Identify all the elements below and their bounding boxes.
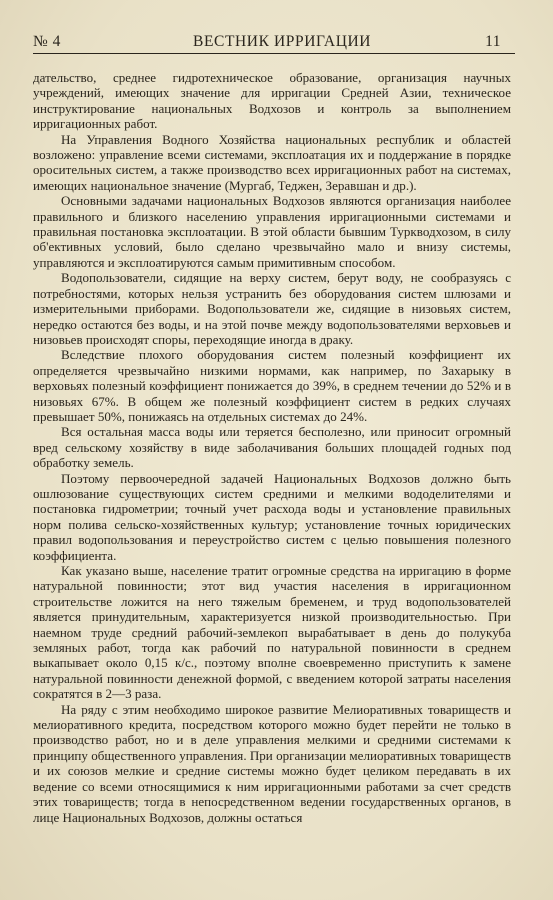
page-number: 11 [485,33,501,50]
article-body [33,70,511,825]
paragraph: Поэтому первоочередной задачей Национальных Водхозов должно быть ошлюзование существующих систем средними и мелкими вододелителями и постановка гидрометрии; точный учет расхода воды и установление правильных норм полива сельско-хозяйственных культур; установление точных юридических правил водопользования и переустройство систем с целью повышения полезного коэффициента. [33,470,511,563]
running-header [33,31,515,54]
paragraph: Как указано выше, население тратит огромные средства на ирригацию в форме натуральной повинности; этот вид участия населения в ирригационном строительстве ложится на него тяжелым бременем, и труд водопользователей является принудительным, характеризуется низкой производительностью. При наемном труде средний рабочий-землекоп вырабатывает в день до полукуба земляных работ, тогда как рабочий по натуральной повинности в среднем выкапывает около 0,15 к/с., поэтому вполне своевременно приступить к замене натуральной повинности денежной формой, с введением которой затраты населения сократятся в 2—3 раза. [33,563,511,702]
journal-title: ВЕСТНИК ИРРИГАЦИИ [193,33,372,50]
paragraph-continued: дательство, среднее гидротехническое образование, организация научных учреждений, имеющих значение для ирригации Средней Азии, техническое инструктирование национальных Водхозов и контроль за выполнением ирригационных работ. [33,70,511,132]
paragraph: На Управления Водного Хозяйства национальных республик и областей возложено: управление всеми системами, эксплоатация их и поддержание в порядке оросительных систем, а также производство всех ирригационных работ на системах, имеющих национальное значение (Мургаб, Теджен, Зеравшан и др.). [33,131,511,193]
paragraph: Водопользователи, сидящие на верху систем, берут воду, не сообразуясь с потребностями, которых нельзя устранить без оборудования систем шлюзами и измерительными приборами. Водопользователи же, сидящие в низовьях систем, нередко остаются без воды, и на этой почве между водопользователями верховьев и низовьев происходят споры, переходящие иногда в драку. [33,270,511,347]
paragraph: На ряду с этим необходимо широкое развитие Мелиоративных товариществ и мелиоративного кредита, посредством которого можно будет перейти не только в производство работ, но и в деле управления мелкими и средними системами к принципу общественного управления. При организации мелиоративных товариществ и их союзов мелкие и средние системы можно будет целиком передавать в их ведение со всеми относящимися к ним ирригационными работами за счет средств этих товариществ; тогда в непосредственном ведении государственных органов, в лице Национальных Водхозов, должны остаться [33,701,511,825]
issue-number: № 4 [33,33,61,50]
paragraph: Вследствие плохого оборудования систем полезный коэффициент их определяется чрезвычайно низкими нормами, как например, по Захарыку в верховьях полезный коэффициент понижается до 39%, в среднем течении до 52% и в низовьях 67%. В общем же полезный коэффициент систем в редких случаях превышает 50%, понижаясь на отдельных системах до 24%. [33,347,511,424]
paragraph: Вся остальная масса воды или теряется бесполезно, или приносит огромный вред сельскому хозяйству в виде заболачивания больших площадей годных под обработку земель. [33,424,511,471]
paragraph: Основными задачами национальных Водхозов являются организация наиболее правильного и близкого населению управления ирригационными системами и правильная постановка эксплоатации. В этой области бывшим Туркводхозом, в силу об'ективных условий, было сделано чрезвычайно мало и внизу системы, управляются и эксплоатируются самым примитивным способом. [33,193,511,270]
